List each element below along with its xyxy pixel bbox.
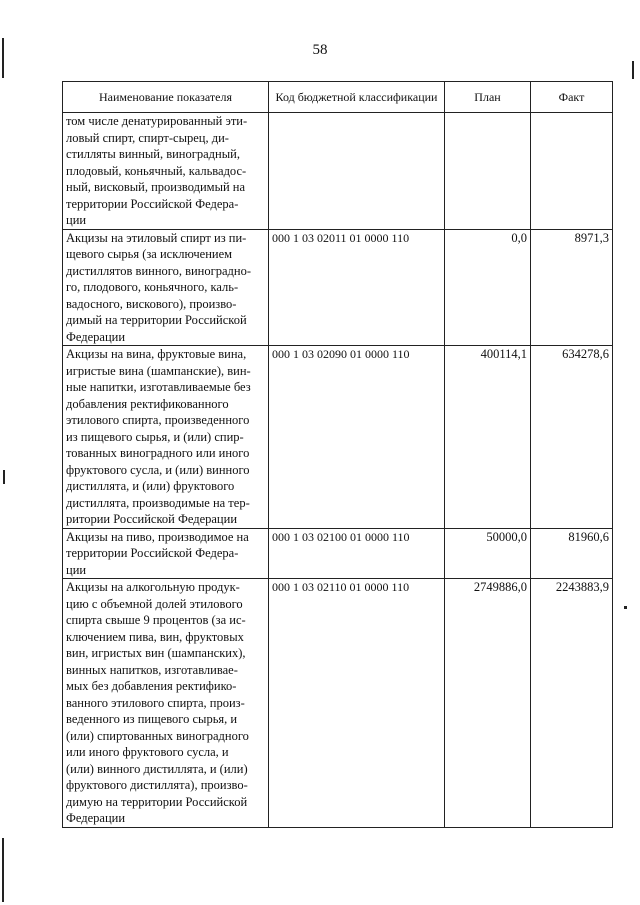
row-code: 000 1 03 02110 01 0000 110 (269, 579, 445, 828)
row-plan: 0,0 (445, 229, 531, 346)
table-row (63, 579, 613, 828)
row-name: Акцизы на пиво, производимое на территории Российской Федера- ции (63, 528, 269, 579)
header-fact: Факт (531, 82, 613, 113)
row-name: том числе денатурированный эти- ловый спирт, спирт-сырец, ди- стилляты винный, виноградный, плодовый, коньячный, кальвадос- ный, висковый, производимый на территории Российской Федера- ции (63, 113, 269, 230)
row-name: Акцизы на алкогольную продук- цию с объемной долей этилового спирта свыше 9 процентов (за ис- ключением пива, вин, фруктовых вин, игристых вин (шампанских), винных напитков, изготавливае- мых без добавления ректифико- ванного этилового спирта, произ- веденного из пищевого сырья, и (или) спиртованных виноградного или иного фруктового сусла, и (или) винного дистиллята, и (или) фруктового дистиллята), произво- димую на территории Российской Федерации (63, 579, 269, 828)
budget-table (62, 81, 613, 828)
scan-mark-left-bottom (2, 838, 4, 902)
row-fact (531, 113, 613, 230)
scan-mark-right-dot (632, 61, 634, 79)
table-row (63, 528, 613, 579)
table-row (63, 229, 613, 346)
table-row (63, 113, 613, 230)
scan-mark-right-speck (624, 606, 627, 609)
row-plan: 400114,1 (445, 346, 531, 529)
row-plan: 2749886,0 (445, 579, 531, 828)
header-code: Код бюджетной классификации (269, 82, 445, 113)
page-number: 58 (312, 42, 328, 58)
header-row (63, 82, 613, 113)
row-code: 000 1 03 02011 01 0000 110 (269, 229, 445, 346)
header-plan: План (445, 82, 531, 113)
row-fact: 8971,3 (531, 229, 613, 346)
scan-mark-left-dot (3, 470, 5, 484)
row-plan (445, 113, 531, 230)
scan-mark-left-top (2, 38, 4, 78)
row-name: Акцизы на вина, фруктовые вина, игристые вина (шампанские), вин- ные напитки, изготавливаемые без добавления ректификованного этилового спирта, произведенного из пищевого сырья, и (или) спир- тованных виноградного или иного фруктового сусла, и (или) винного дистиллята, и (или) фруктового дистиллята, производимые на тер- ритории Российской Федерации (63, 346, 269, 529)
row-plan: 50000,0 (445, 528, 531, 579)
row-code: 000 1 03 02100 01 0000 110 (269, 528, 445, 579)
row-fact: 2243883,9 (531, 579, 613, 828)
row-fact: 81960,6 (531, 528, 613, 579)
table-row (63, 346, 613, 529)
header-name: Наименование показателя (63, 82, 269, 113)
row-code (269, 113, 445, 230)
row-fact: 634278,6 (531, 346, 613, 529)
row-code: 000 1 03 02090 01 0000 110 (269, 346, 445, 529)
row-name: Акцизы на этиловый спирт из пи- щевого сырья (за исключением дистиллятов винного, виноградно- го, плодового, коньячного, каль- вадосного, вискового), произво- димый на территории Российской Федерации (63, 229, 269, 346)
